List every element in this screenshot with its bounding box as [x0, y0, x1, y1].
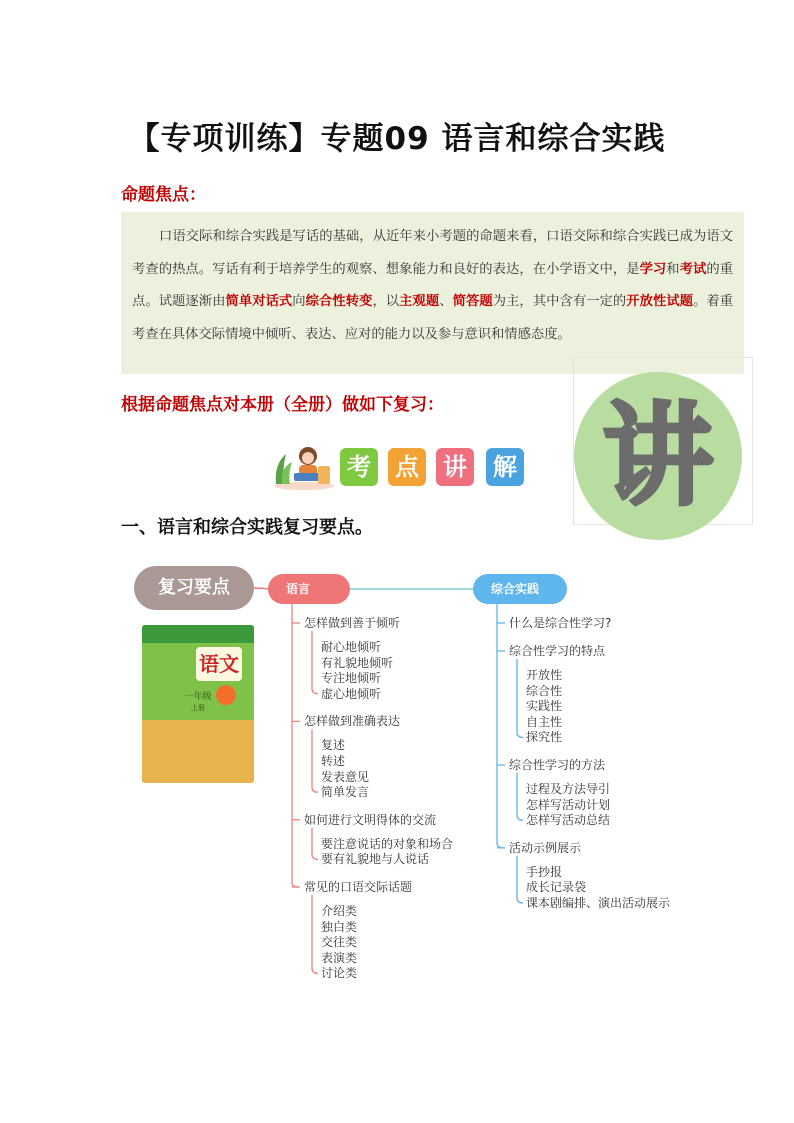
- lang-item-3-2: 交往类: [321, 935, 358, 950]
- focus-label: 命题焦点：: [121, 185, 206, 205]
- prac-item-3-0: 手抄报: [526, 864, 563, 879]
- book-logo: 语文: [196, 647, 242, 681]
- connector-bracket: [517, 659, 523, 737]
- jiang-badge: [573, 357, 753, 525]
- prac-item-1-1: 综合性: [526, 683, 563, 698]
- lang-group-2: 如何进行文明得体的交流: [304, 812, 437, 827]
- prac-item-3-1: 成长记录袋: [526, 880, 587, 895]
- mindmap-root: 复习要点: [134, 566, 254, 610]
- lang-item-0-2: 专注地倾听: [321, 671, 382, 686]
- lang-item-0-1: 有礼貌地倾听: [321, 655, 394, 670]
- lang-item-0-0: 耐心地倾听: [321, 640, 382, 654]
- lang-item-1-2: 发表意见: [321, 769, 370, 784]
- prac-group-0: 什么是综合性学习?: [509, 616, 612, 630]
- prac-item-1-4: 探究性: [526, 730, 563, 745]
- connector-bracket: [292, 604, 298, 887]
- connector-bracket: [312, 828, 318, 860]
- category-practice: 综合实践: [473, 574, 567, 604]
- prac-item-1-2: 实践性: [526, 699, 563, 714]
- prac-group-1: 综合性学习的特点: [509, 644, 606, 658]
- section-heading: 一、语言和综合实践复习要点。: [121, 517, 373, 538]
- lang-item-3-4: 讨论类: [321, 966, 358, 981]
- book-volume: 上册: [191, 704, 205, 712]
- reading-girl-icon: [272, 444, 336, 490]
- connector-bracket: [517, 856, 523, 903]
- page-title: 【专项训练】专题09 语言和综合实践: [128, 121, 666, 157]
- lang-item-1-0: 复述: [321, 738, 346, 753]
- lang-item-0-3: 虚心地倾听: [321, 686, 382, 701]
- lang-group-3: 常见的口语交际话题: [304, 880, 413, 894]
- connector-bracket: [517, 773, 523, 820]
- tile-kao: 考: [340, 448, 378, 486]
- tile-jie: 解: [486, 448, 524, 486]
- lang-item-1-1: 转述: [321, 754, 346, 768]
- tile-dian: 点: [388, 448, 426, 486]
- prac-item-3-2: 课本剧编排、演出活动展示: [526, 896, 671, 910]
- connector-bracket: [312, 895, 318, 973]
- review-label: 根据命题焦点对本册（全册）做如下复习：: [121, 395, 444, 415]
- connector-bracket: [312, 729, 318, 792]
- category-language: 语言: [268, 574, 350, 604]
- prac-group-2: 综合性学习的方法: [509, 758, 606, 772]
- lang-item-3-3: 表演类: [321, 950, 358, 965]
- prac-item-2-1: 怎样写活动计划: [526, 797, 611, 812]
- prac-item-1-3: 自主性: [526, 714, 563, 729]
- connector-bracket: [254, 588, 268, 589]
- lang-item-3-0: 介绍类: [321, 904, 358, 918]
- connector-bracket: [312, 631, 318, 694]
- prac-item-1-0: 开放性: [526, 668, 563, 682]
- prac-item-2-0: 过程及方法导引: [526, 782, 611, 796]
- badge-glyph: 讲: [603, 392, 713, 520]
- lang-item-1-3: 简单发言: [321, 785, 370, 800]
- lang-group-1: 怎样做到准确表达: [304, 714, 401, 729]
- book-grade: 一年级: [184, 692, 212, 702]
- lang-item-2-1: 要有礼貌地与人说话: [321, 852, 430, 867]
- connector-bracket: [497, 604, 503, 848]
- prac-group-3: 活动示例展示: [509, 840, 582, 855]
- prac-item-2-2: 怎样写活动总结: [526, 813, 611, 828]
- lang-group-0: 怎样做到善于倾听: [304, 616, 401, 630]
- kaodian-banner: [272, 444, 532, 490]
- textbook-cover: [142, 625, 254, 783]
- lang-item-3-1: 独白类: [321, 919, 358, 934]
- lang-item-2-0: 要注意说话的对象和场合: [321, 836, 454, 851]
- tile-jiang: 讲: [436, 448, 474, 486]
- focus-paragraph: 口语交际和综合实践是写话的基础，从近年来小考题的命题来看，口语交际和综合实践已成为语文考查的热点。写话有利于培养学生的观察、想象能力和良好的表达，在小学语文中，是学习和考试的重点。试题逐渐由简单对话式向综合性转变，以主观题、简答题为主，其中含有一定的开放性试题。着重考查在具体交际情境中倾听、表达、应对的能力以及参与意识和情感态度。: [121, 212, 744, 374]
